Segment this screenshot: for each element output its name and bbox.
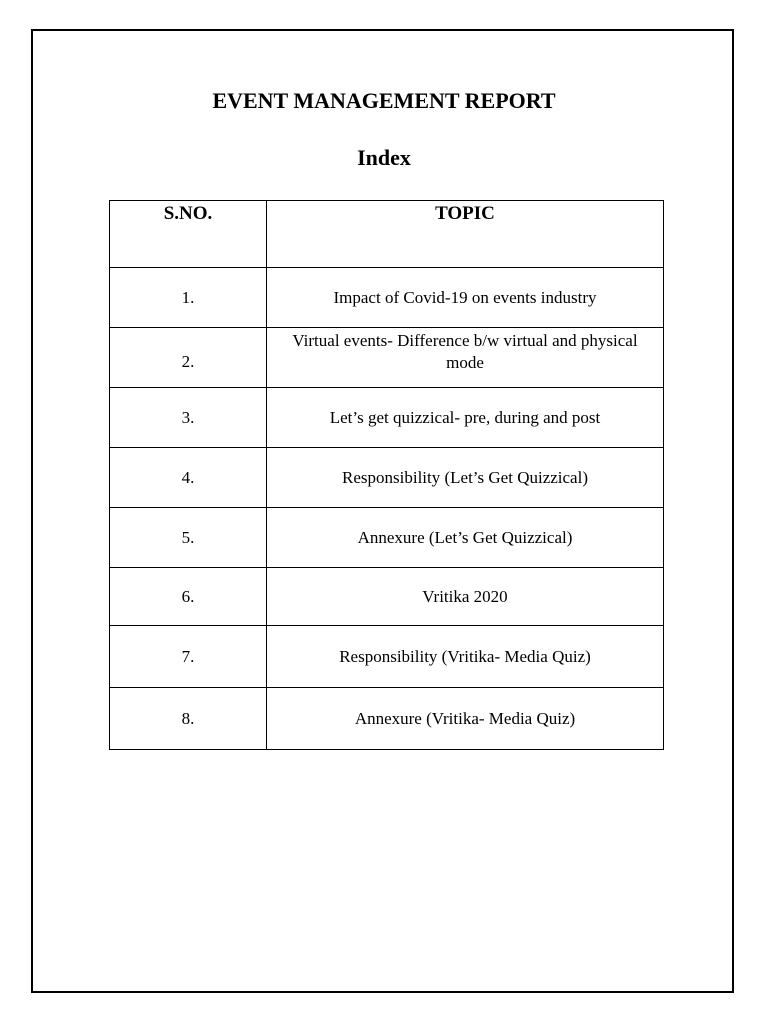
- table-row: [110, 688, 664, 750]
- row-number: 4.: [110, 448, 267, 508]
- table-row: [110, 508, 664, 568]
- row-topic: Let’s get quizzical- pre, during and post: [267, 388, 664, 448]
- row-topic: Annexure (Let’s Get Quizzical): [267, 508, 664, 568]
- row-topic: Annexure (Vritika- Media Quiz): [267, 688, 664, 750]
- table-header-row: [110, 201, 664, 268]
- row-number: 3.: [110, 388, 267, 448]
- row-number: 6.: [110, 568, 267, 626]
- table-row: [110, 448, 664, 508]
- row-number: 1.: [110, 268, 267, 328]
- header-topic: TOPIC: [267, 201, 664, 268]
- row-number: 8.: [110, 688, 267, 750]
- row-topic: Virtual events- Difference b/w virtual and physical mode: [267, 328, 664, 388]
- row-topic: Responsibility (Vritika- Media Quiz): [267, 626, 664, 688]
- table-row: [110, 626, 664, 688]
- table-row: [110, 268, 664, 328]
- index-table: [109, 200, 664, 750]
- row-number: 7.: [110, 626, 267, 688]
- header-sno: S.NO.: [110, 201, 267, 268]
- table-row: [110, 388, 664, 448]
- table-row: [110, 568, 664, 626]
- row-number: 5.: [110, 508, 267, 568]
- report-title: EVENT MANAGEMENT REPORT: [212, 88, 556, 113]
- table-row: [110, 328, 664, 388]
- row-topic: Impact of Covid-19 on events industry: [267, 268, 664, 328]
- row-number: 2.: [110, 328, 267, 388]
- row-topic: Vritika 2020: [267, 568, 664, 626]
- index-heading: Index: [357, 145, 411, 170]
- row-topic: Responsibility (Let’s Get Quizzical): [267, 448, 664, 508]
